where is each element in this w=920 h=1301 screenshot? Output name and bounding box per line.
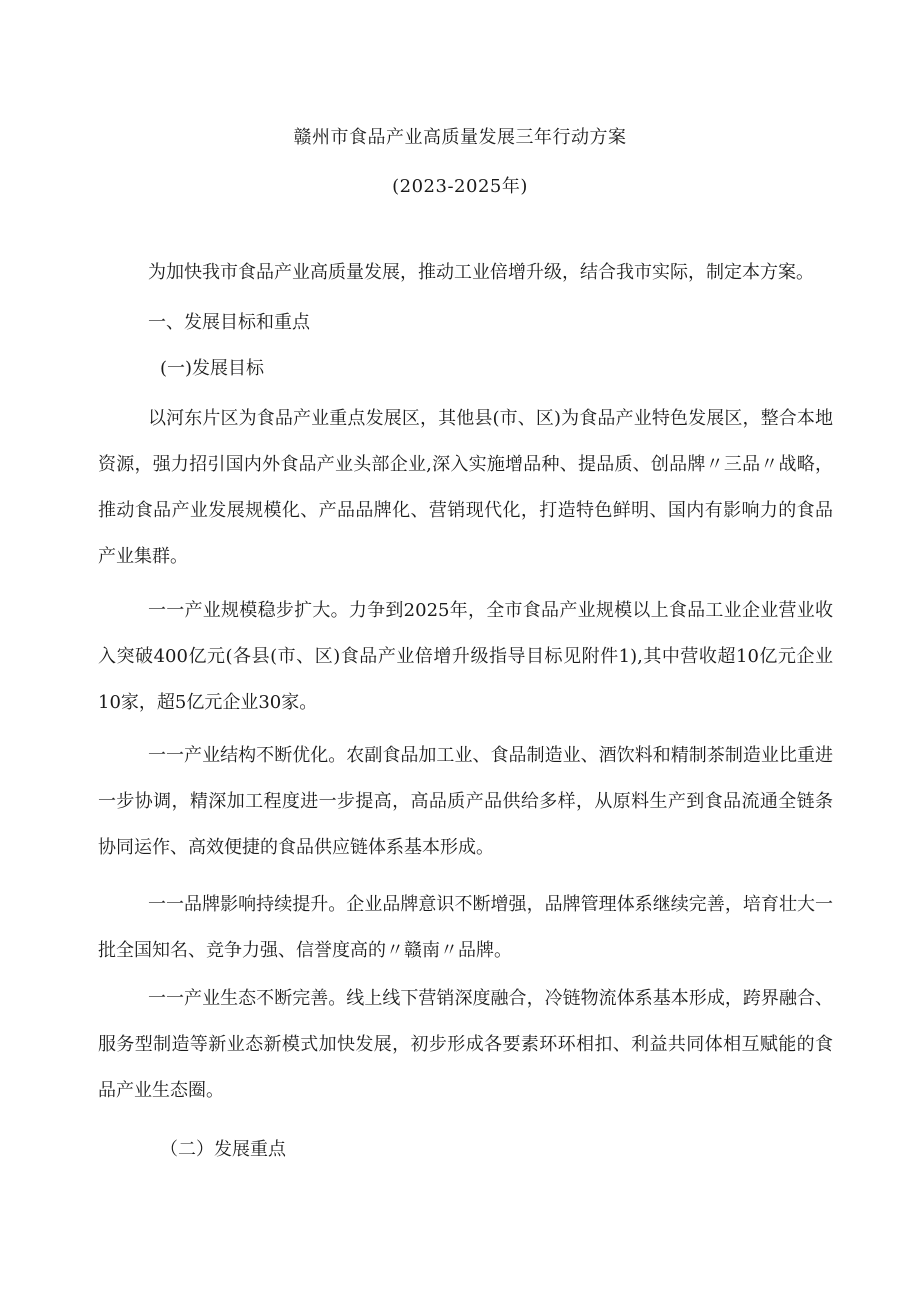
goal-structure-paragraph: 一一产业结构不断优化。农副食品加工业、食品制造业、酒饮料和精制茶制造业比重进一步协调，精深加工程度进一步提高，高品质产品供给多样，从原料生产到食品流通全链条协同运作、高效便捷的食品供应链体系基本形成。 (98, 745, 833, 858)
subsection-heading-focus: （二）发展重点 (160, 1139, 286, 1160)
goal-ecology-paragraph: 一一产业生态不断完善。线上线下营销深度融合，冷链物流体系基本形成，跨界融合、服务型制造等新业态新模式加快发展，初步形成各要素环环相扣、利益共同体相互赋能的食品产业生态圈。 (98, 988, 833, 1101)
section-heading-goals-and-focus: 一、发展目标和重点 (148, 312, 310, 333)
subsection-heading-goals: (一)发展目标 (160, 358, 265, 379)
document-title: 赣州市食品产业高质量发展三年行动方案 (293, 127, 627, 148)
goal-paragraph: 以河东片区为食品产业重点发展区，其他县(市、区)为食品产业特色发展区，整合本地资源，强力招引国内外食品产业头部企业,深入实施增品种、提品质、创品牌〃三品〃战略，推动食品产业发展规模化、产品品牌化、营销现代化，打造特色鲜明、国内有影响力的食品产业集群。 (98, 408, 833, 567)
goal-scale-paragraph: 一一产业规模稳步扩大。力争到2025年，全市食品产业规模以上食品工业企业营业收入突破400亿元(各县(市、区)食品产业倍增升级指导目标见附件1),其中营收超10亿元企业10家，超5亿元企业30家。 (98, 600, 833, 713)
document-subtitle: (2023-2025年) (392, 176, 528, 197)
intro-paragraph: 为加快我市食品产业高质量发展，推动工业倍增升级，结合我市实际，制定本方案。 (148, 262, 814, 283)
goal-brand-paragraph: 一一品牌影响持续提升。企业品牌意识不断增强，品牌管理体系继续完善，培育壮大一批全国知名、竞争力强、信誉度高的〃赣南〃品牌。 (98, 894, 833, 961)
